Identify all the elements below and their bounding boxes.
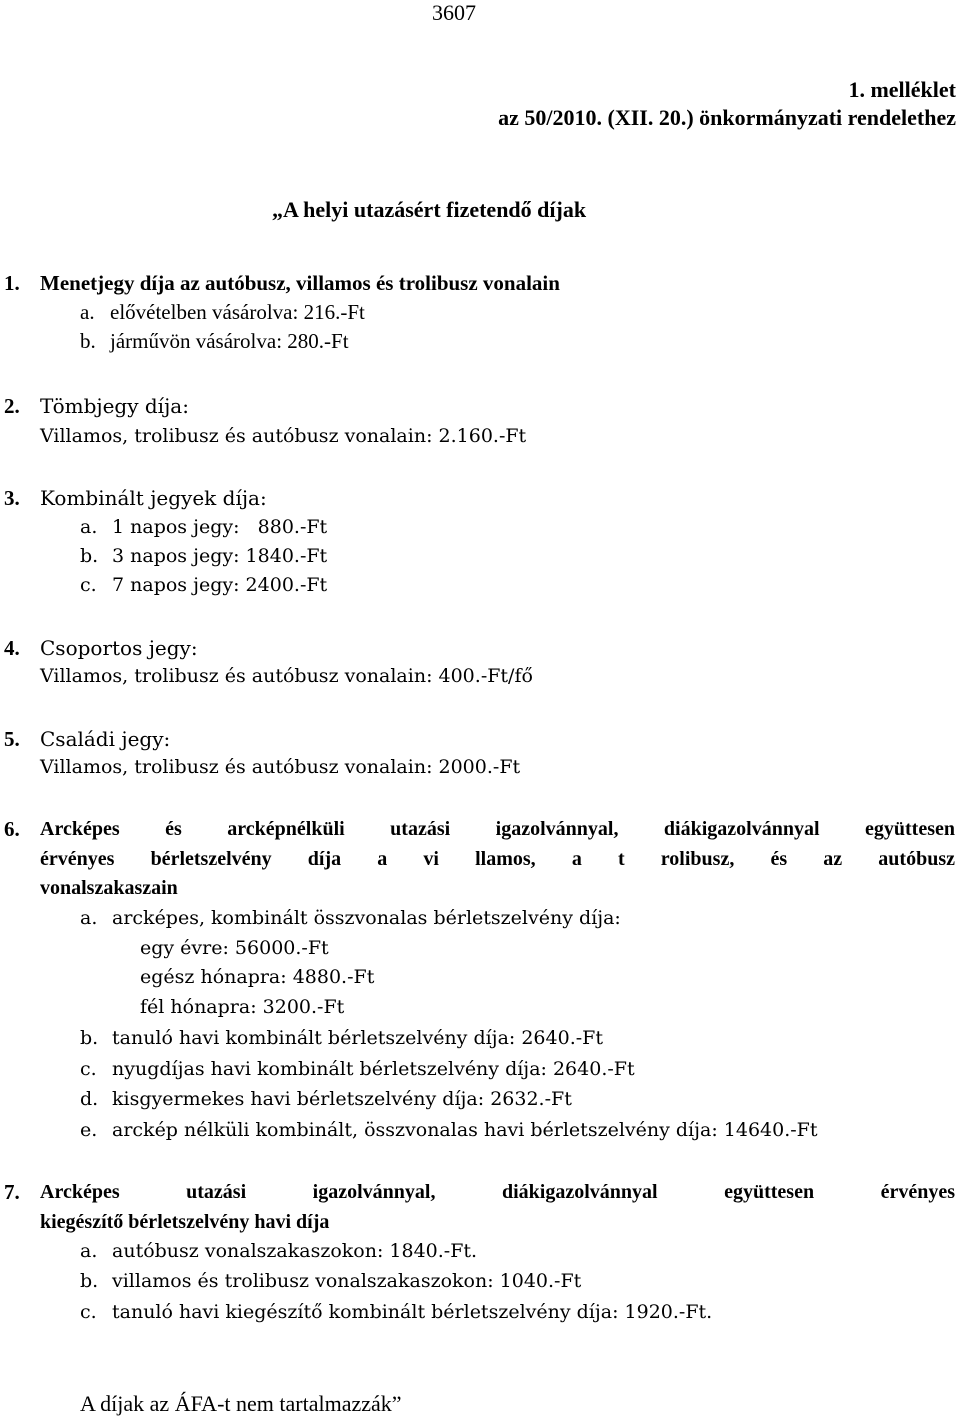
section-6-item-a-sub-2: egész hónapra: 4880.-Ft: [140, 966, 375, 988]
section-6-item-a-sub-3: fél hónapra: 3200.-Ft: [140, 996, 345, 1018]
section-6-item-a-label: a.: [80, 907, 98, 929]
section-1-item-a-text: elővételben vásárolva: 216.-Ft: [110, 300, 365, 324]
section-6-heading-line-3: vonalszakaszain: [40, 877, 178, 899]
section-2-line: Villamos, trolibusz és autóbusz vonalain: 2.160.-Ft: [40, 425, 527, 447]
section-3-heading: Kombinált jegyek díja:: [40, 486, 267, 510]
section-2-heading: Tömbjegy díja:: [40, 394, 189, 418]
section-5-line: Villamos, trolibusz és autóbusz vonalain: 2000.-Ft: [40, 756, 521, 778]
section-3-number: 3.: [4, 486, 20, 510]
section-3-item-a-label: a.: [80, 516, 98, 538]
section-3-item-c-label: c.: [80, 574, 97, 596]
section-1-item-b-label: b.: [80, 329, 96, 353]
section-6-heading-line-1: Arcképes és arcképnélküli utazási igazolvánnyal, diákigazolvánnyal együttesen: [40, 818, 955, 840]
section-6-item-b-text: tanuló havi kombinált bérletszelvény díja: 2640.-Ft: [112, 1027, 603, 1049]
section-6-item-c-label: c.: [80, 1058, 97, 1080]
page-number: 3607: [432, 0, 476, 25]
annex-line-1: 1. melléklet: [848, 77, 956, 102]
section-7-number: 7.: [4, 1180, 20, 1204]
section-6-item-a-sub-1: egy évre: 56000.-Ft: [140, 937, 329, 959]
section-6-item-a-text: arcképes, kombinált összvonalas bérletszelvény díja:: [112, 907, 621, 929]
document-title: „A helyi utazásért fizetendő díjak: [272, 197, 587, 222]
section-7-item-b-text: villamos és trolibusz vonalszakaszokon: 1040.-Ft: [112, 1270, 582, 1292]
section-1-item-b-text: járművön vásárolva: 280.-Ft: [110, 329, 349, 353]
section-7-item-a-label: a.: [80, 1240, 98, 1262]
section-5-number: 5.: [4, 727, 20, 751]
section-6-number: 6.: [4, 817, 20, 841]
section-1-item-a-label: a.: [80, 300, 95, 324]
section-7-item-c-label: c.: [80, 1301, 97, 1323]
section-3-item-b-label: b.: [80, 545, 99, 567]
section-7-heading-line-1: Arcképes utazási igazolvánnyal, diákigazolvánnyal együttesen érvényes: [40, 1181, 955, 1203]
section-7-item-a-text: autóbusz vonalszakaszokon: 1840.-Ft.: [112, 1240, 478, 1262]
section-6-item-c-text: nyugdíjas havi kombinált bérletszelvény díja: 2640.-Ft: [112, 1058, 635, 1080]
section-5-heading: Családi jegy:: [40, 727, 171, 751]
annex-line-2: az 50/2010. (XII. 20.) önkormányzati rendelethez: [498, 105, 956, 130]
section-3-item-c-text: 7 napos jegy: 2400.-Ft: [112, 574, 328, 596]
section-6-item-d-label: d.: [80, 1088, 99, 1110]
section-6-item-b-label: b.: [80, 1027, 99, 1049]
section-7-item-b-label: b.: [80, 1270, 99, 1292]
section-6-item-e-label: e.: [80, 1119, 98, 1141]
section-7-heading-line-2: kiegészítő bérletszelvény havi díja: [40, 1211, 330, 1233]
footer-note: A díjak az ÁFA-t nem tartalmazzák”: [80, 1391, 402, 1416]
section-3-item-a-text: 1 napos jegy: 880.-Ft: [112, 516, 328, 538]
section-1-heading: Menetjegy díja az autóbusz, villamos és trolibusz vonalain: [40, 271, 560, 295]
section-1-number: 1.: [4, 271, 20, 295]
section-2-number: 2.: [4, 394, 20, 418]
section-6-item-d-text: kisgyermekes havi bérletszelvény díja: 2632.-Ft: [112, 1088, 572, 1110]
section-7-item-c-text: tanuló havi kiegészítő kombinált bérletszelvény díja: 1920.-Ft.: [112, 1301, 713, 1323]
section-4-heading: Csoportos jegy:: [40, 636, 198, 660]
section-4-number: 4.: [4, 636, 20, 660]
section-4-line: Villamos, trolibusz és autóbusz vonalain: 400.-Ft/fő: [40, 665, 533, 687]
section-6-item-e-text: arckép nélküli kombinált, összvonalas havi bérletszelvény díja: 14640.-Ft: [112, 1119, 818, 1141]
section-3-item-b-text: 3 napos jegy: 1840.-Ft: [112, 545, 328, 567]
section-6-heading-line-2: érvényes bérletszelvény díja a vi llamos, a t rolibusz, és az autóbusz: [40, 848, 955, 870]
